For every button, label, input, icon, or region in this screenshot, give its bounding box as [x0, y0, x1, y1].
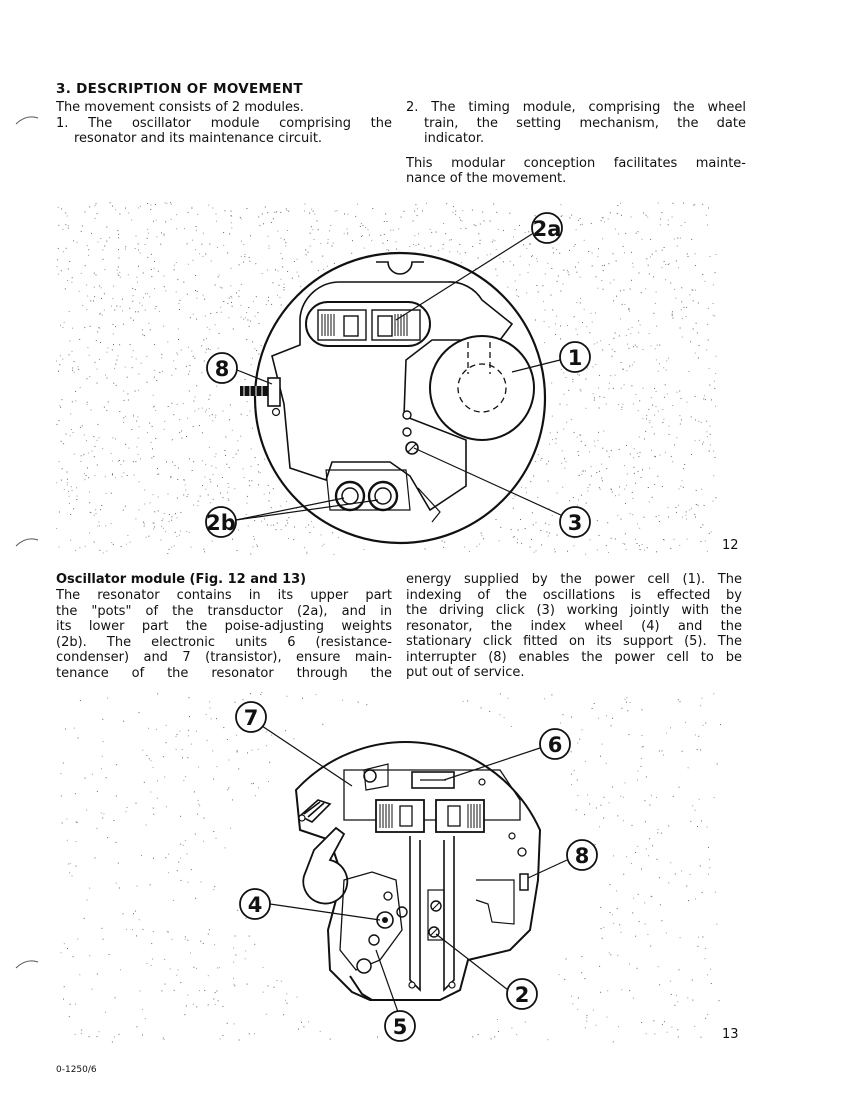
- svg-text:2a: 2a: [532, 217, 562, 241]
- oscillator-left-line: the "pots" of the transductor (2a), and in: [56, 603, 392, 619]
- oscillator-left-line: The resonator contains in its upper part: [56, 588, 392, 603]
- oscillator-right-line: the driving click (3) working jointly with the: [406, 603, 742, 618]
- svg-text:1: 1: [567, 346, 583, 370]
- lever-arm: [303, 828, 347, 903]
- svg-text:5: 5: [392, 1015, 408, 1039]
- document-reference: 0-1250/6: [56, 1065, 97, 1075]
- svg-text:8: 8: [214, 357, 230, 381]
- figure-12-number: 12: [722, 538, 739, 553]
- svg-text:2: 2: [514, 983, 530, 1007]
- oscillator-right-line: resonator, the index wheel (4) and the: [406, 618, 742, 634]
- item2-line2: train, the setting mechanism, the date: [424, 115, 746, 131]
- svg-text:6: 6: [547, 733, 563, 757]
- svg-text:4: 4: [247, 893, 263, 917]
- oscillator-left-line: (2b). The electronic units 6 (resistance-: [56, 634, 392, 650]
- modular-line2: nance of the movement.: [406, 171, 567, 186]
- interrupter: [520, 874, 528, 890]
- transistor-screw: [364, 770, 376, 782]
- figure-13-number: 13: [722, 1027, 739, 1042]
- svg-text:3: 3: [567, 511, 583, 535]
- item1-line1: 1. The oscillator module comprising the: [56, 115, 392, 131]
- svg-text:8: 8: [574, 844, 590, 868]
- item2-line1: 2. The timing module, comprising the wheel: [406, 100, 746, 115]
- oscillator-right-line: energy supplied by the power cell (1). The: [406, 572, 742, 587]
- modular-line1: This modular conception facilitates mainte-: [406, 155, 746, 171]
- svg-text:2b: 2b: [206, 511, 236, 535]
- item1-line2: resonator and its maintenance circuit.: [74, 131, 323, 146]
- oscillator-left-line: its lower part the poise-adjusting weights: [56, 619, 392, 634]
- svg-text:7: 7: [243, 706, 259, 730]
- oscillator-right-line: put out of service.: [406, 665, 525, 680]
- intro-text: The movement consists of 2 modules.: [56, 100, 304, 115]
- oscillator-left-line: tenance of the resonator through the: [56, 665, 392, 681]
- oscillator-right-line: indexing of the oscillations is effected by: [406, 587, 742, 603]
- oscillator-right-line: stationary click fitted on its support (5). The: [406, 634, 742, 649]
- oscillator-subheading: Oscillator module (Fig. 12 and 13): [56, 572, 307, 587]
- section-heading: 3. DESCRIPTION OF MOVEMENT: [56, 81, 303, 97]
- oscillator-left-line: condenser) and 7 (transistor), ensure main-: [56, 650, 392, 665]
- oscillator-right-line: interrupter (8) enables the power cell to be: [406, 649, 742, 665]
- item2-line3: indicator.: [424, 131, 485, 146]
